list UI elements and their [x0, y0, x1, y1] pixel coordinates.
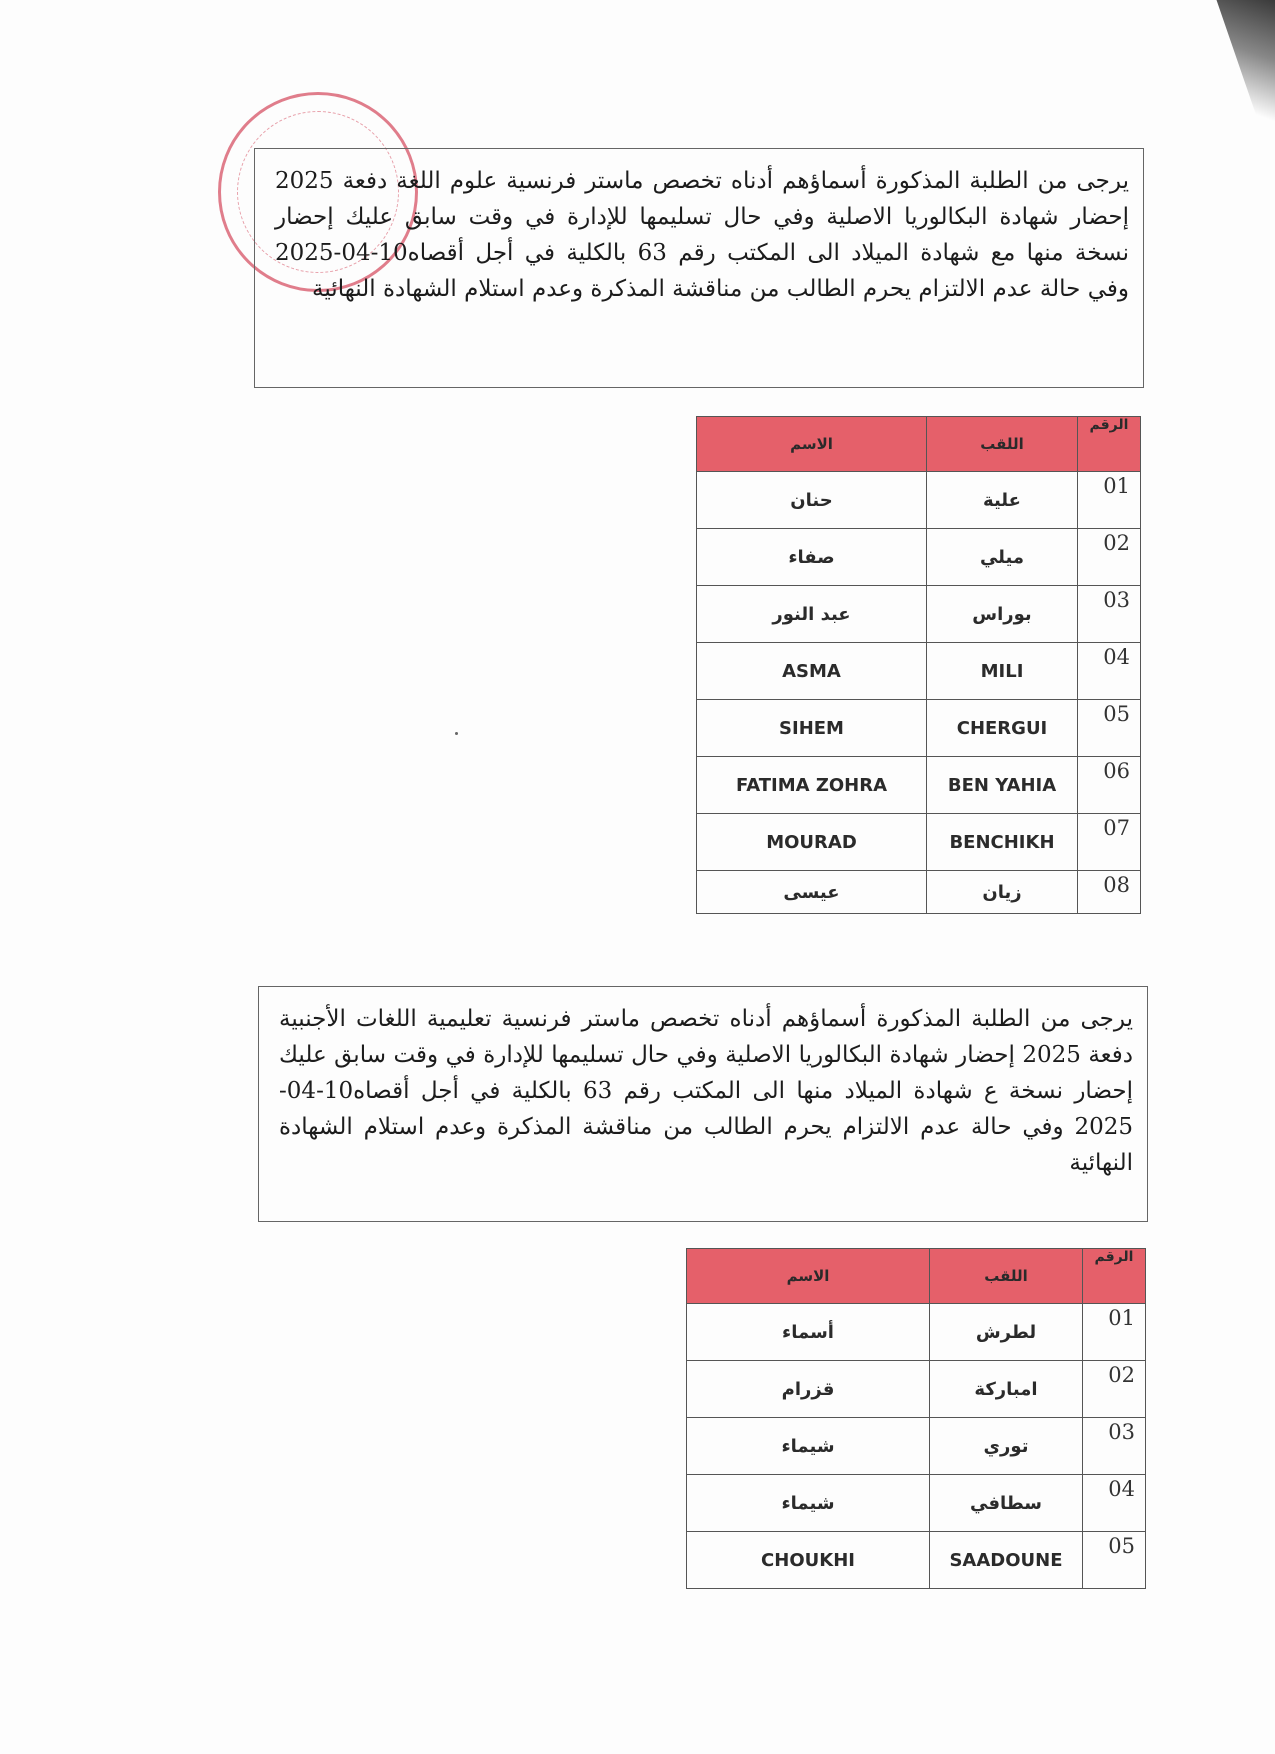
row-number: 06 [1078, 757, 1141, 814]
students-table-1 [696, 416, 1141, 914]
header-first-name: الاسم [687, 1249, 930, 1304]
row-first-name: عبد النور [697, 586, 927, 643]
row-number: 08 [1078, 871, 1141, 914]
header-number: الرقم [1083, 1249, 1146, 1304]
row-last-name: CHERGUI [927, 700, 1078, 757]
scan-speck [455, 732, 458, 735]
row-first-name: قزرام [687, 1361, 930, 1418]
row-last-name: سطافي [930, 1475, 1083, 1532]
table-row [687, 1418, 1146, 1475]
row-number: 03 [1078, 586, 1141, 643]
table-row [697, 529, 1141, 586]
row-number: 01 [1083, 1304, 1146, 1361]
table-row [697, 700, 1141, 757]
row-last-name: BEN YAHIA [927, 757, 1078, 814]
table-row [697, 586, 1141, 643]
table-row [687, 1532, 1146, 1589]
row-last-name: MILI [927, 643, 1078, 700]
table-header-row [697, 417, 1141, 472]
row-number: 07 [1078, 814, 1141, 871]
row-number: 05 [1078, 700, 1141, 757]
header-last-name: اللقب [930, 1249, 1083, 1304]
row-first-name: MOURAD [697, 814, 927, 871]
row-last-name: زيان [927, 871, 1078, 914]
table-row [697, 814, 1141, 871]
row-first-name: FATIMA ZOHRA [697, 757, 927, 814]
row-first-name: ASMA [697, 643, 927, 700]
page-corner-shadow [1185, 0, 1275, 170]
row-last-name: بوراس [927, 586, 1078, 643]
row-last-name: امباركة [930, 1361, 1083, 1418]
header-number: الرقم [1078, 417, 1141, 472]
table-row [697, 643, 1141, 700]
table-row [697, 472, 1141, 529]
row-first-name: عيسى [697, 871, 927, 914]
row-last-name: علية [927, 472, 1078, 529]
row-last-name: توري [930, 1418, 1083, 1475]
table-row [687, 1361, 1146, 1418]
table-row [697, 871, 1141, 914]
table-header-row [687, 1249, 1146, 1304]
row-last-name: لطرش [930, 1304, 1083, 1361]
header-last-name: اللقب [927, 417, 1078, 472]
table-row [687, 1475, 1146, 1532]
row-first-name: شيماء [687, 1418, 930, 1475]
notice-paragraph-1: يرجى من الطلبة المذكورة أسماؤهم أدناه تخصص ماستر فرنسية علوم اللغة دفعة 2025 إحضار شهادة البكالوريا الاصلية وفي حال تسليمها للإدارة في وقت سابق عليك إحضار نسخة منها مع شهادة الميلاد الى المكتب رقم 63 بالكلية في أجل أقصاه10-04-2025 وفي حالة عدم الالتزام يحرم الطالب من مناقشة المذكرة وعدم استلام الشهادة النهائية [254, 148, 1144, 388]
row-first-name: صفاء [697, 529, 927, 586]
row-last-name: ميلي [927, 529, 1078, 586]
row-first-name: حنان [697, 472, 927, 529]
header-first-name: الاسم [697, 417, 927, 472]
row-number: 02 [1078, 529, 1141, 586]
row-last-name: BENCHIKH [927, 814, 1078, 871]
row-first-name: SIHEM [697, 700, 927, 757]
row-first-name: شيماء [687, 1475, 930, 1532]
row-number: 05 [1083, 1532, 1146, 1589]
row-number: 02 [1083, 1361, 1146, 1418]
row-number: 04 [1078, 643, 1141, 700]
row-number: 01 [1078, 472, 1141, 529]
row-last-name: SAADOUNE [930, 1532, 1083, 1589]
row-number: 03 [1083, 1418, 1146, 1475]
students-table-2 [686, 1248, 1146, 1589]
table-row [697, 757, 1141, 814]
row-first-name: أسماء [687, 1304, 930, 1361]
row-number: 04 [1083, 1475, 1146, 1532]
notice-paragraph-2: يرجى من الطلبة المذكورة أسماؤهم أدناه تخصص ماستر فرنسية تعليمية اللغات الأجنبية دفعة 2025 إحضار شهادة البكالوريا الاصلية وفي حال تسليمها للإدارة في وقت سابق عليك إحضار نسخة ع شهادة الميلاد منها الى المكتب رقم 63 بالكلية في أجل أقصاه10-04-2025 وفي حالة عدم الالتزام يحرم الطالب من مناقشة المذكرة وعدم استلام الشهادة النهائية [258, 986, 1148, 1222]
row-first-name: CHOUKHI [687, 1532, 930, 1589]
table-row [687, 1304, 1146, 1361]
